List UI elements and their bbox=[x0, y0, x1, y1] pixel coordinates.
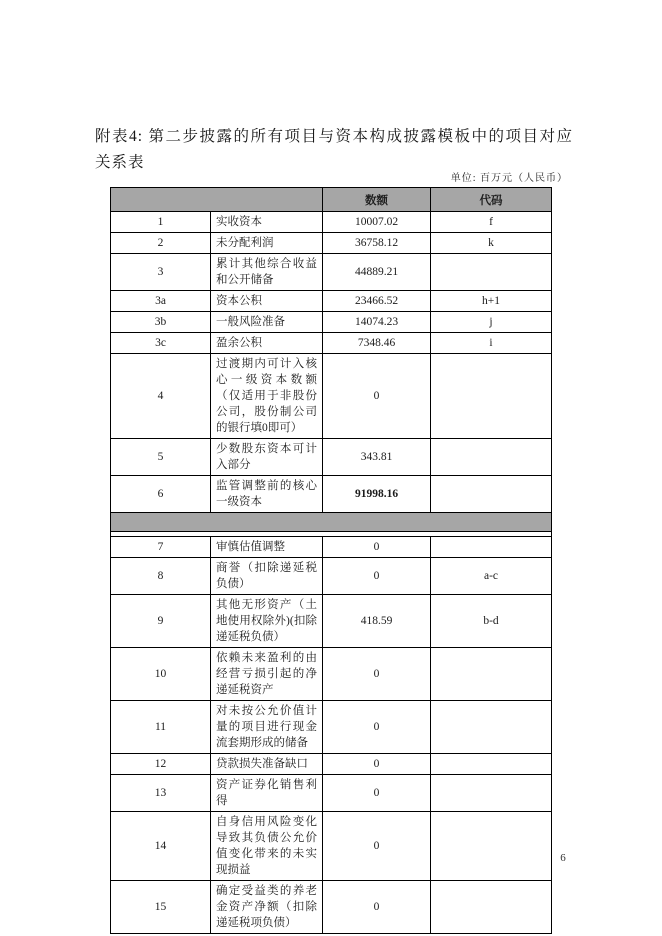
item-name-cell: 一般风险准备 bbox=[211, 312, 323, 333]
table-row bbox=[111, 439, 552, 476]
item-name-cell: 监管调整前的核心一级资本 bbox=[211, 476, 323, 513]
row-number-cell: 6 bbox=[111, 476, 211, 513]
table-row bbox=[111, 354, 552, 439]
amount-cell: 10007.02 bbox=[323, 212, 431, 233]
amount-cell: 0 bbox=[323, 775, 431, 812]
code-cell: j bbox=[431, 312, 552, 333]
code-cell: k bbox=[431, 233, 552, 254]
code-cell bbox=[431, 254, 552, 291]
item-name-cell: 少数股东资本可计入部分 bbox=[211, 439, 323, 476]
table-header-code: 代码 bbox=[431, 188, 552, 212]
table-row bbox=[111, 537, 552, 558]
table-row bbox=[111, 233, 552, 254]
table-row bbox=[111, 754, 552, 775]
amount-cell: 0 bbox=[323, 354, 431, 439]
code-cell bbox=[431, 881, 552, 934]
separator-cell bbox=[111, 513, 552, 532]
table-header-blank bbox=[111, 188, 323, 212]
row-number-cell: 8 bbox=[111, 558, 211, 595]
table-row bbox=[111, 476, 552, 513]
code-cell bbox=[431, 476, 552, 513]
code-cell bbox=[431, 354, 552, 439]
code-cell: a-c bbox=[431, 558, 552, 595]
row-number-cell: 4 bbox=[111, 354, 211, 439]
table-row bbox=[111, 212, 552, 233]
code-cell bbox=[431, 812, 552, 881]
item-name-cell: 实收资本 bbox=[211, 212, 323, 233]
code-cell bbox=[431, 775, 552, 812]
item-name-cell: 其他无形资产（土地使用权除外)(扣除递延税负债） bbox=[211, 595, 323, 648]
code-cell bbox=[431, 754, 552, 775]
code-cell bbox=[431, 701, 552, 754]
page-number: 6 bbox=[560, 852, 566, 864]
row-number-cell: 10 bbox=[111, 648, 211, 701]
table-row bbox=[111, 648, 552, 701]
item-name-cell: 自身信用风险变化导致其负债公允价值变化带来的未实现损益 bbox=[211, 812, 323, 881]
code-cell bbox=[431, 648, 552, 701]
capital-items-table bbox=[110, 187, 552, 934]
table-row bbox=[111, 333, 552, 354]
amount-cell: 36758.12 bbox=[323, 233, 431, 254]
item-name-cell: 贷款损失准备缺口 bbox=[211, 754, 323, 775]
amount-cell: 0 bbox=[323, 648, 431, 701]
item-name-cell: 资产证券化销售利得 bbox=[211, 775, 323, 812]
amount-cell: 343.81 bbox=[323, 439, 431, 476]
row-number-cell: 2 bbox=[111, 233, 211, 254]
row-number-cell: 7 bbox=[111, 537, 211, 558]
table-header-amount: 数额 bbox=[323, 188, 431, 212]
table-row bbox=[111, 312, 552, 333]
amount-cell: 0 bbox=[323, 701, 431, 754]
row-number-cell: 12 bbox=[111, 754, 211, 775]
row-number-cell: 3a bbox=[111, 291, 211, 312]
table-row bbox=[111, 701, 552, 754]
amount-cell: 0 bbox=[323, 537, 431, 558]
amount-cell: 0 bbox=[323, 754, 431, 775]
separator-row bbox=[111, 513, 552, 532]
amount-cell: 44889.21 bbox=[323, 254, 431, 291]
amount-cell: 7348.46 bbox=[323, 333, 431, 354]
row-number-cell: 14 bbox=[111, 812, 211, 881]
table-header-row bbox=[111, 188, 552, 212]
code-cell: b-d bbox=[431, 595, 552, 648]
code-cell bbox=[431, 439, 552, 476]
item-name-cell: 未分配利润 bbox=[211, 233, 323, 254]
item-name-cell: 对未按公允价值计量的项目进行现金流套期形成的储备 bbox=[211, 701, 323, 754]
row-number-cell: 3c bbox=[111, 333, 211, 354]
code-cell bbox=[431, 537, 552, 558]
amount-cell: 418.59 bbox=[323, 595, 431, 648]
amount-cell: 91998.16 bbox=[323, 476, 431, 513]
row-number-cell: 11 bbox=[111, 701, 211, 754]
unit-note: 单位: 百万元（人民币） bbox=[450, 173, 568, 184]
row-number-cell: 15 bbox=[111, 881, 211, 934]
row-number-cell: 5 bbox=[111, 439, 211, 476]
amount-cell: 0 bbox=[323, 558, 431, 595]
table-row bbox=[111, 291, 552, 312]
code-cell: h+1 bbox=[431, 291, 552, 312]
table-row bbox=[111, 595, 552, 648]
code-cell: f bbox=[431, 212, 552, 233]
item-name-cell: 资本公积 bbox=[211, 291, 323, 312]
item-name-cell: 盈余公积 bbox=[211, 333, 323, 354]
amount-cell: 14074.23 bbox=[323, 312, 431, 333]
table-row bbox=[111, 775, 552, 812]
item-name-cell: 商誉（扣除递延税负债） bbox=[211, 558, 323, 595]
table-row bbox=[111, 881, 552, 934]
amount-cell: 0 bbox=[323, 881, 431, 934]
amount-cell: 0 bbox=[323, 812, 431, 881]
item-name-cell: 过渡期内可计入核心一级资本数额（仅适用于非股份公司，股份制公司的银行填0即可） bbox=[211, 354, 323, 439]
item-name-cell: 依赖未来盈利的由经营亏损引起的净递延税资产 bbox=[211, 648, 323, 701]
table-row bbox=[111, 558, 552, 595]
code-cell: i bbox=[431, 333, 552, 354]
table-row bbox=[111, 812, 552, 881]
row-number-cell: 3b bbox=[111, 312, 211, 333]
amount-cell: 23466.52 bbox=[323, 291, 431, 312]
row-number-cell: 9 bbox=[111, 595, 211, 648]
row-number-cell: 13 bbox=[111, 775, 211, 812]
item-name-cell: 确定受益类的养老金资产净额（扣除递延税项负债） bbox=[211, 881, 323, 934]
row-number-cell: 1 bbox=[111, 212, 211, 233]
document-title: 附表4: 第二步披露的所有项目与资本构成披露模板中的项目对应关系表 bbox=[95, 128, 573, 171]
table-row bbox=[111, 254, 552, 291]
item-name-cell: 累计其他综合收益和公开储备 bbox=[211, 254, 323, 291]
item-name-cell: 审慎估值调整 bbox=[211, 537, 323, 558]
row-number-cell: 3 bbox=[111, 254, 211, 291]
